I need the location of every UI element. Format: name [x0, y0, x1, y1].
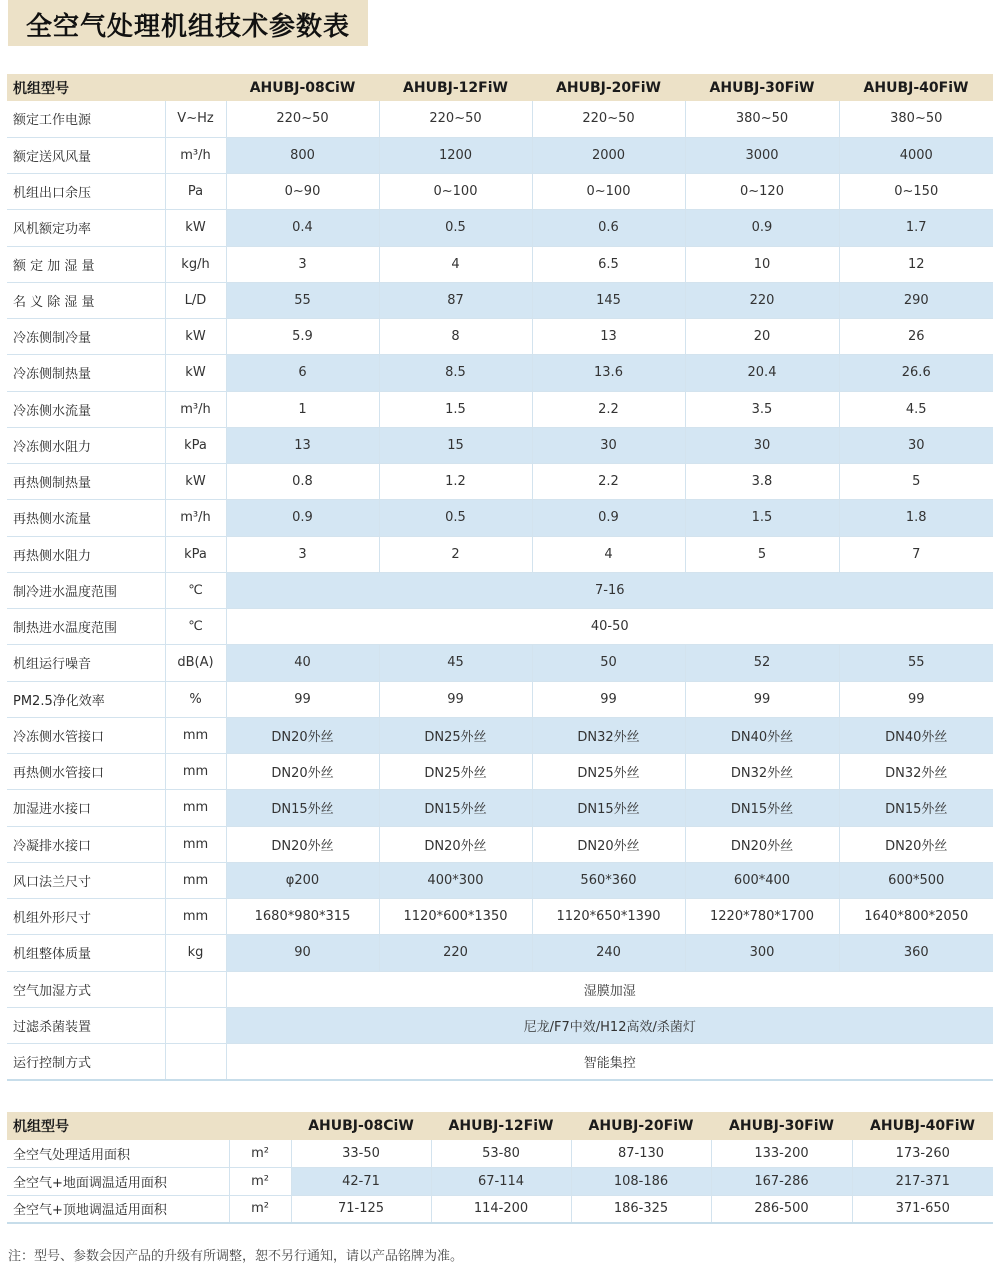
row-unit: dB(A): [165, 645, 226, 681]
row-label: 全空气+顶地调温适用面积: [7, 1195, 229, 1223]
spec-row: [7, 464, 993, 500]
area-header-model-4: AHUBJ-30FiW: [711, 1112, 852, 1140]
row-value-model-1: 42-71: [291, 1168, 431, 1196]
row-value-model-4: 1220*780*1700: [685, 899, 839, 935]
row-label: 额定送风风量: [7, 137, 165, 173]
row-value-model-3: 145: [532, 282, 685, 318]
row-label: 名 义 除 湿 量: [7, 282, 165, 318]
spec-table: [7, 74, 993, 1081]
row-unit: kg/h: [165, 246, 226, 282]
row-value-model-4: 286-500: [711, 1195, 852, 1223]
row-value-model-3: DN20外丝: [532, 826, 685, 862]
row-value-model-4: 3.5: [685, 391, 839, 427]
row-value-model-4: 133-200: [711, 1140, 852, 1168]
row-value-model-1: 800: [226, 137, 379, 173]
header-model-2: AHUBJ-12FiW: [379, 74, 532, 101]
row-label: 加湿进水接口: [7, 790, 165, 826]
row-value-model-1: 0.9: [226, 500, 379, 536]
row-value-model-3: 4: [532, 536, 685, 572]
area-header-model-2: AHUBJ-12FiW: [431, 1112, 571, 1140]
row-value-model-5: 380~50: [839, 101, 993, 137]
spec-row: [7, 174, 993, 210]
row-value-model-5: 26: [839, 319, 993, 355]
row-value-model-1: DN15外丝: [226, 790, 379, 826]
row-value-model-1: DN20外丝: [226, 754, 379, 790]
spec-row: [7, 319, 993, 355]
row-label: 再热侧水流量: [7, 500, 165, 536]
row-unit: ℃: [165, 609, 226, 645]
row-value-model-3: 50: [532, 645, 685, 681]
row-value-model-3: 2.2: [532, 391, 685, 427]
row-unit: [165, 1044, 226, 1080]
row-value-model-5: 1640*800*2050: [839, 899, 993, 935]
row-value-model-4: DN32外丝: [685, 754, 839, 790]
row-value-model-5: 0~150: [839, 174, 993, 210]
row-value-model-1: DN20外丝: [226, 717, 379, 753]
row-label: 冷冻侧水阻力: [7, 427, 165, 463]
area-header-row: [7, 1112, 993, 1140]
row-value-model-5: 1.7: [839, 210, 993, 246]
row-value-model-3: 0.6: [532, 210, 685, 246]
row-label: 再热侧水管接口: [7, 754, 165, 790]
row-unit: m³/h: [165, 500, 226, 536]
row-value-model-2: 8.5: [379, 355, 532, 391]
row-value-model-1: 33-50: [291, 1140, 431, 1168]
row-span-value: 尼龙/F7中效/H12高效/杀菌灯: [226, 1007, 993, 1043]
spec-row: [7, 536, 993, 572]
row-value-model-5: 5: [839, 464, 993, 500]
spec-row: [7, 1044, 993, 1080]
row-unit: [165, 971, 226, 1007]
spec-row: [7, 427, 993, 463]
row-unit: m³/h: [165, 391, 226, 427]
row-value-model-4: 220: [685, 282, 839, 318]
row-value-model-1: 0.4: [226, 210, 379, 246]
row-unit: mm: [165, 754, 226, 790]
row-value-model-1: 3: [226, 246, 379, 282]
row-value-model-1: 5.9: [226, 319, 379, 355]
row-value-model-2: 67-114: [431, 1168, 571, 1196]
row-label: 全空气+地面调温适用面积: [7, 1168, 229, 1196]
area-row: [7, 1140, 993, 1168]
spec-row: [7, 282, 993, 318]
row-value-model-3: DN32外丝: [532, 717, 685, 753]
row-value-model-2: 4: [379, 246, 532, 282]
row-value-model-2: 1200: [379, 137, 532, 173]
page-title: 全空气处理机组技术参数表: [26, 12, 351, 42]
row-value-model-1: 1680*980*315: [226, 899, 379, 935]
row-label: 冷冻侧水流量: [7, 391, 165, 427]
row-value-model-5: DN32外丝: [839, 754, 993, 790]
row-label: 冷冻侧制冷量: [7, 319, 165, 355]
row-span-value: 智能集控: [226, 1044, 993, 1080]
row-value-model-1: 220~50: [226, 101, 379, 137]
row-value-model-2: 0.5: [379, 210, 532, 246]
row-value-model-5: 4.5: [839, 391, 993, 427]
row-value-model-4: 3.8: [685, 464, 839, 500]
row-unit: m³/h: [165, 137, 226, 173]
row-unit: m²: [229, 1195, 291, 1223]
row-value-model-5: 4000: [839, 137, 993, 173]
row-label: 机组外形尺寸: [7, 899, 165, 935]
row-value-model-2: DN25外丝: [379, 717, 532, 753]
row-value-model-2: 1.5: [379, 391, 532, 427]
row-value-model-2: 220: [379, 935, 532, 971]
row-value-model-2: 45: [379, 645, 532, 681]
spec-row: [7, 935, 993, 971]
row-value-model-4: DN20外丝: [685, 826, 839, 862]
row-value-model-5: 12: [839, 246, 993, 282]
row-unit: kg: [165, 935, 226, 971]
row-span-value: 7-16: [226, 572, 993, 608]
row-value-model-4: 20.4: [685, 355, 839, 391]
row-value-model-3: 13.6: [532, 355, 685, 391]
row-unit: ℃: [165, 572, 226, 608]
row-value-model-5: 173-260: [852, 1140, 993, 1168]
row-value-model-4: 167-286: [711, 1168, 852, 1196]
row-unit: mm: [165, 717, 226, 753]
row-value-model-3: DN25外丝: [532, 754, 685, 790]
row-value-model-4: 10: [685, 246, 839, 282]
row-value-model-5: 290: [839, 282, 993, 318]
row-unit: mm: [165, 826, 226, 862]
spec-row: [7, 391, 993, 427]
row-value-model-5: 26.6: [839, 355, 993, 391]
row-unit: mm: [165, 899, 226, 935]
spec-row: [7, 609, 993, 645]
row-label: 风口法兰尺寸: [7, 862, 165, 898]
row-unit: kPa: [165, 536, 226, 572]
footnote: 注：型号、参数会因产品的升级有所调整，恕不另行通知，请以产品铭牌为准。: [8, 1249, 464, 1264]
spec-row: [7, 681, 993, 717]
row-value-model-5: DN40外丝: [839, 717, 993, 753]
row-value-model-1: 99: [226, 681, 379, 717]
row-span-value: 40-50: [226, 609, 993, 645]
row-unit: m²: [229, 1140, 291, 1168]
row-value-model-5: DN15外丝: [839, 790, 993, 826]
row-value-model-2: 114-200: [431, 1195, 571, 1223]
row-value-model-2: 220~50: [379, 101, 532, 137]
row-value-model-3: 0.9: [532, 500, 685, 536]
area-header-model-5: AHUBJ-40FiW: [852, 1112, 993, 1140]
row-value-model-1: 13: [226, 427, 379, 463]
row-value-model-4: 0~120: [685, 174, 839, 210]
spec-row: [7, 1007, 993, 1043]
row-value-model-2: 53-80: [431, 1140, 571, 1168]
row-value-model-3: 6.5: [532, 246, 685, 282]
area-header-model-1: AHUBJ-08CiW: [291, 1112, 431, 1140]
row-value-model-4: 30: [685, 427, 839, 463]
row-unit: V~Hz: [165, 101, 226, 137]
spec-row: [7, 137, 993, 173]
row-value-model-1: φ200: [226, 862, 379, 898]
header-model-4: AHUBJ-30FiW: [685, 74, 839, 101]
row-value-model-4: 20: [685, 319, 839, 355]
header-model-5: AHUBJ-40FiW: [839, 74, 993, 101]
row-value-model-5: 99: [839, 681, 993, 717]
row-span-value: 湿膜加湿: [226, 971, 993, 1007]
spec-row: [7, 790, 993, 826]
row-value-model-2: 99: [379, 681, 532, 717]
row-label: 风机额定功率: [7, 210, 165, 246]
row-unit: kW: [165, 210, 226, 246]
row-value-model-3: 220~50: [532, 101, 685, 137]
spec-row: [7, 717, 993, 753]
row-value-model-5: 55: [839, 645, 993, 681]
row-unit: mm: [165, 790, 226, 826]
row-value-model-4: 3000: [685, 137, 839, 173]
spec-row: [7, 572, 993, 608]
row-unit: kPa: [165, 427, 226, 463]
row-value-model-2: 1.2: [379, 464, 532, 500]
row-label: 运行控制方式: [7, 1044, 165, 1080]
row-value-model-4: DN15外丝: [685, 790, 839, 826]
spec-row: [7, 210, 993, 246]
row-unit: Pa: [165, 174, 226, 210]
row-value-model-2: 87: [379, 282, 532, 318]
spec-row: [7, 500, 993, 536]
row-value-model-1: 0~90: [226, 174, 379, 210]
row-value-model-5: 7: [839, 536, 993, 572]
row-label: 冷凝排水接口: [7, 826, 165, 862]
row-value-model-3: 108-186: [571, 1168, 711, 1196]
row-value-model-5: 30: [839, 427, 993, 463]
row-value-model-3: 99: [532, 681, 685, 717]
row-value-model-2: 2: [379, 536, 532, 572]
row-value-model-4: 5: [685, 536, 839, 572]
row-value-model-4: DN40外丝: [685, 717, 839, 753]
row-value-model-5: DN20外丝: [839, 826, 993, 862]
row-value-model-1: 1: [226, 391, 379, 427]
row-value-model-2: DN15外丝: [379, 790, 532, 826]
row-value-model-3: 30: [532, 427, 685, 463]
row-label: 过滤杀菌装置: [7, 1007, 165, 1043]
spec-header-row: [7, 74, 993, 101]
row-value-model-2: DN20外丝: [379, 826, 532, 862]
row-value-model-2: 8: [379, 319, 532, 355]
row-unit: m²: [229, 1168, 291, 1196]
row-value-model-3: 2000: [532, 137, 685, 173]
spec-row: [7, 101, 993, 137]
row-value-model-3: 87-130: [571, 1140, 711, 1168]
spec-row: [7, 971, 993, 1007]
spec-row: [7, 645, 993, 681]
row-value-model-4: 1.5: [685, 500, 839, 536]
row-label: 额定工作电源: [7, 101, 165, 137]
row-unit: kW: [165, 319, 226, 355]
row-unit: kW: [165, 464, 226, 500]
spec-row: [7, 754, 993, 790]
row-value-model-4: 600*400: [685, 862, 839, 898]
row-value-model-3: 2.2: [532, 464, 685, 500]
row-value-model-1: 0.8: [226, 464, 379, 500]
row-label: 机组整体质量: [7, 935, 165, 971]
row-value-model-1: 3: [226, 536, 379, 572]
header-model-3: AHUBJ-20FiW: [532, 74, 685, 101]
area-row: [7, 1195, 993, 1223]
row-label: 制冷进水温度范围: [7, 572, 165, 608]
area-row: [7, 1168, 993, 1196]
row-value-model-5: 360: [839, 935, 993, 971]
row-value-model-1: 71-125: [291, 1195, 431, 1223]
row-value-model-1: 55: [226, 282, 379, 318]
spec-row: [7, 899, 993, 935]
row-label: PM2.5净化效率: [7, 681, 165, 717]
row-value-model-4: 300: [685, 935, 839, 971]
row-unit: L/D: [165, 282, 226, 318]
row-value-model-4: 0.9: [685, 210, 839, 246]
spec-row: [7, 355, 993, 391]
row-label: 额 定 加 湿 量: [7, 246, 165, 282]
row-value-model-2: 400*300: [379, 862, 532, 898]
title-banner: [8, 0, 368, 46]
row-value-model-3: 0~100: [532, 174, 685, 210]
row-value-model-3: 240: [532, 935, 685, 971]
spec-row: [7, 826, 993, 862]
row-label: 机组运行噪音: [7, 645, 165, 681]
row-unit: mm: [165, 862, 226, 898]
row-label: 空气加湿方式: [7, 971, 165, 1007]
spec-row: [7, 862, 993, 898]
row-value-model-4: 99: [685, 681, 839, 717]
row-value-model-2: DN25外丝: [379, 754, 532, 790]
row-value-model-5: 600*500: [839, 862, 993, 898]
row-label: 全空气处理适用面积: [7, 1140, 229, 1168]
row-unit: %: [165, 681, 226, 717]
row-value-model-4: 380~50: [685, 101, 839, 137]
row-value-model-2: 1120*600*1350: [379, 899, 532, 935]
row-value-model-1: DN20外丝: [226, 826, 379, 862]
row-value-model-5: 217-371: [852, 1168, 993, 1196]
row-label: 机组出口余压: [7, 174, 165, 210]
row-value-model-1: 40: [226, 645, 379, 681]
header-model-1: AHUBJ-08CiW: [226, 74, 379, 101]
row-value-model-1: 6: [226, 355, 379, 391]
area-header-model-3: AHUBJ-20FiW: [571, 1112, 711, 1140]
row-value-model-2: 15: [379, 427, 532, 463]
row-value-model-3: 1120*650*1390: [532, 899, 685, 935]
row-label: 制热进水温度范围: [7, 609, 165, 645]
area-table: [7, 1112, 993, 1224]
row-value-model-5: 1.8: [839, 500, 993, 536]
row-value-model-2: 0.5: [379, 500, 532, 536]
area-header-model-label: 机组型号: [7, 1112, 291, 1140]
row-value-model-1: 90: [226, 935, 379, 971]
row-label: 冷冻侧水管接口: [7, 717, 165, 753]
header-model-label: 机组型号: [7, 74, 226, 101]
spec-row: [7, 246, 993, 282]
row-unit: kW: [165, 355, 226, 391]
row-value-model-3: 13: [532, 319, 685, 355]
row-label: 冷冻侧制热量: [7, 355, 165, 391]
row-label: 再热侧水阻力: [7, 536, 165, 572]
row-value-model-3: 560*360: [532, 862, 685, 898]
row-value-model-3: 186-325: [571, 1195, 711, 1223]
row-value-model-4: 52: [685, 645, 839, 681]
row-value-model-5: 371-650: [852, 1195, 993, 1223]
row-unit: [165, 1007, 226, 1043]
row-label: 再热侧制热量: [7, 464, 165, 500]
row-value-model-2: 0~100: [379, 174, 532, 210]
row-value-model-3: DN15外丝: [532, 790, 685, 826]
